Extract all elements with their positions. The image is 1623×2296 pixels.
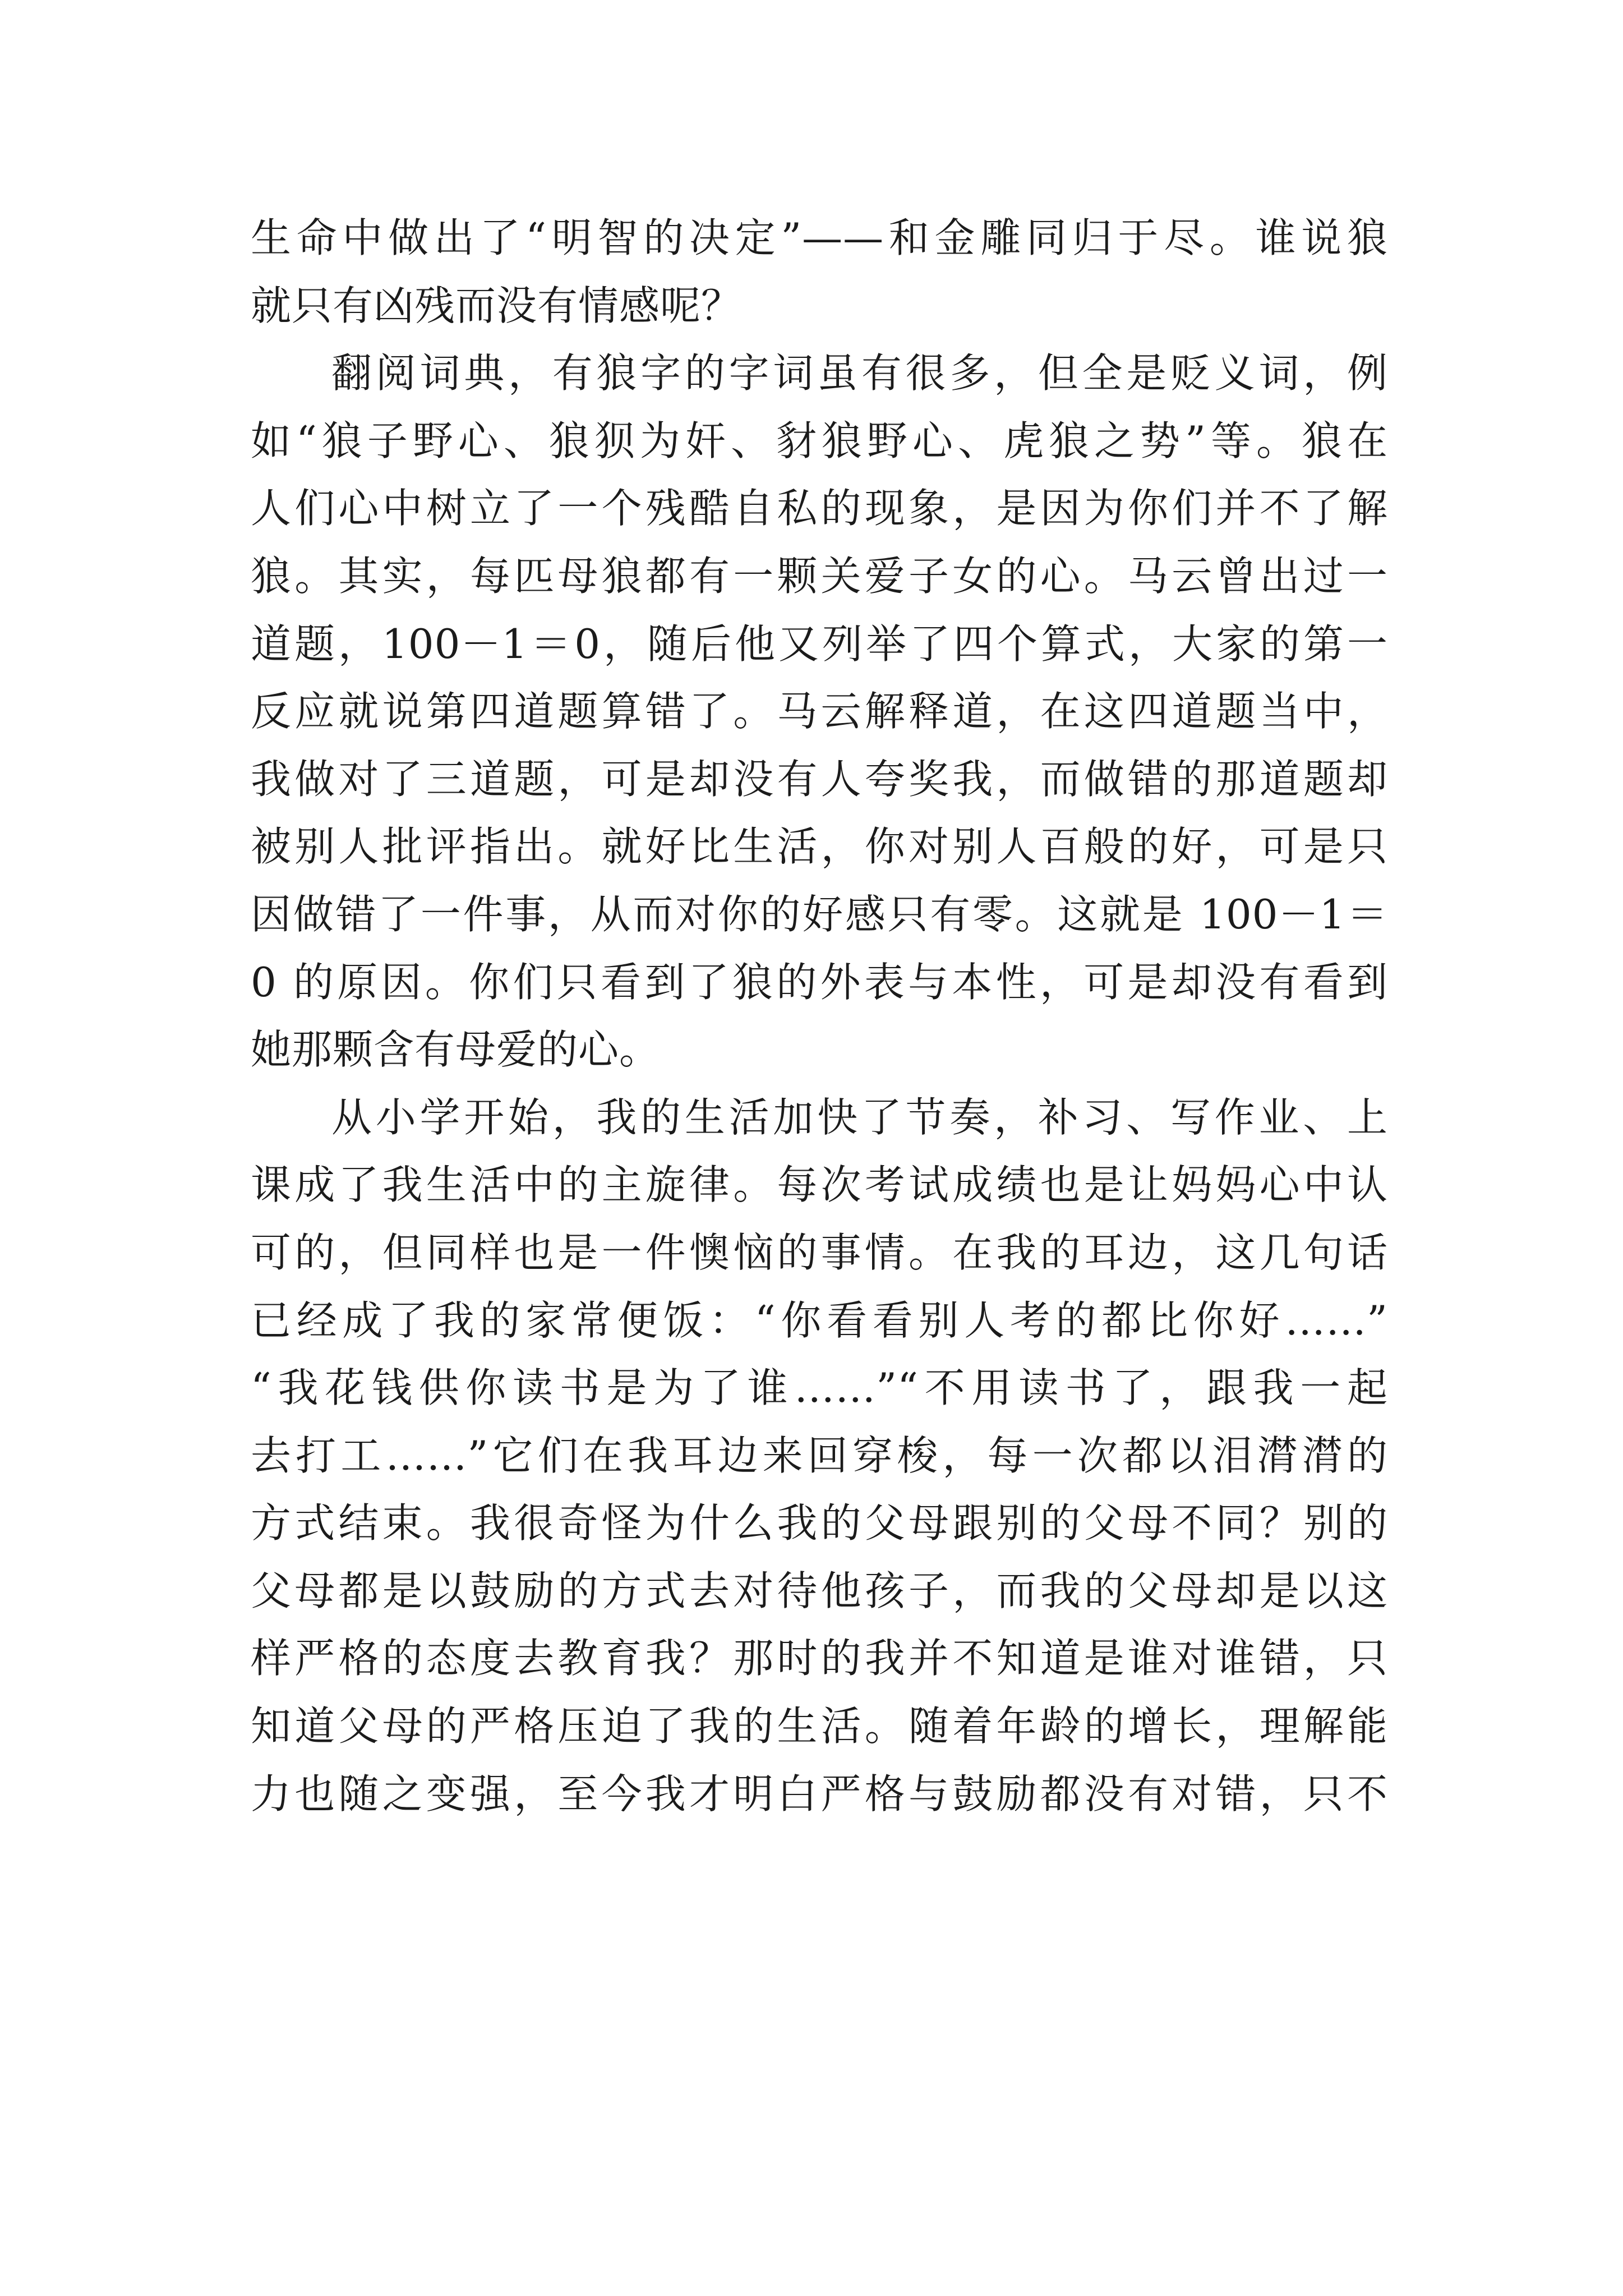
text-line: 已经成了我的家常便饭：“你看看别人考的都比你好……” <box>251 1296 1388 1344</box>
document-body <box>251 204 1388 1828</box>
text-line: 如“狼子野心、狼狈为奸、豺狼野心、虎狼之势”等。狼在 <box>251 417 1388 464</box>
text-line: 因做错了一件事，从而对你的好感只有零。这就是 100－1＝ <box>251 890 1388 938</box>
text-line: 生命中做出了“明智的决定”——和金雕同归于尽。谁说狼 <box>251 214 1388 261</box>
text-line: 去打工……”它们在我耳边来回穿梭，每一次都以泪潸潸的 <box>251 1432 1388 1479</box>
text-line: 被别人批评指出。就好比生活，你对别人百般的好，可是只 <box>251 823 1388 871</box>
text-line: 样严格的态度去教育我？那时的我并不知道是谁对谁错，只 <box>251 1635 1388 1682</box>
text-line: 人们心中树立了一个残酷自私的现象，是因为你们并不了解 <box>251 485 1388 532</box>
text-line: 可的，但同样也是一件懊恼的事情。在我的耳边，这几句话 <box>251 1228 1388 1276</box>
text-line: 知道父母的严格压迫了我的生活。随着年龄的增长，理解能 <box>251 1703 1388 1750</box>
text-line: 父母都是以鼓励的方式去对待他孩子，而我的父母却是以这 <box>251 1567 1388 1614</box>
text-line: “我花钱供你读书是为了谁……”“不用读书了，跟我一起 <box>251 1364 1388 1412</box>
text-line: 我做对了三道题，可是却没有人夸奖我，而做错的那道题却 <box>251 755 1388 803</box>
text-line: 就只有凶残而没有情感呢？ <box>251 282 743 329</box>
text-line: 从小学开始，我的生活加快了节奏，补习、写作业、上 <box>331 1093 1388 1141</box>
text-line: 她那颗含有母爱的心。 <box>251 1026 661 1074</box>
text-line: 道题，100－1＝0，随后他又列举了四个算式，大家的第一 <box>251 620 1388 668</box>
text-line: 翻阅词典，有狼字的字词虽有很多，但全是贬义词，例 <box>331 349 1388 397</box>
text-line: 0 的原因。你们只看到了狼的外表与本性，可是却没有看到 <box>251 958 1388 1006</box>
text-line: 力也随之变强，至今我才明白严格与鼓励都没有对错，只不 <box>251 1770 1388 1818</box>
text-line: 狼。其实，每匹母狼都有一颗关爱子女的心。马云曾出过一 <box>251 552 1388 600</box>
text-line: 反应就说第四道题算错了。马云解释道，在这四道题当中， <box>251 688 1388 735</box>
text-line: 方式结束。我很奇怪为什么我的父母跟别的父母不同？别的 <box>251 1499 1388 1547</box>
text-line: 课成了我生活中的主旋律。每次考试成绩也是让妈妈心中认 <box>251 1161 1388 1209</box>
